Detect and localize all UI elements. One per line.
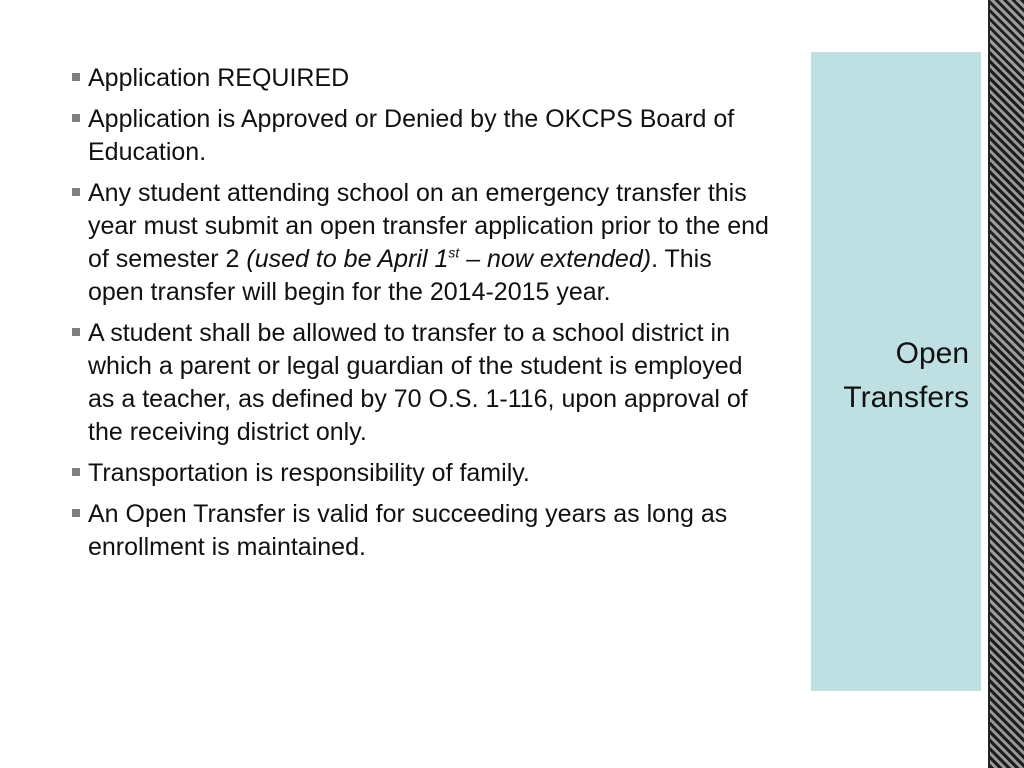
bullet-text-italic bbox=[246, 245, 651, 273]
square-bullet-icon bbox=[70, 103, 88, 136]
bullet-item bbox=[70, 177, 770, 309]
bullet-text-italic-b: – now extended) bbox=[459, 245, 652, 273]
slide-title bbox=[843, 332, 969, 420]
bullet-text: Application is Approved or Denied by the OKCPS Board of Education. bbox=[88, 105, 735, 166]
bullet-text: Transportation is responsibility of family. bbox=[88, 459, 530, 487]
bullet-text-italic-a: (used to be April 1 bbox=[246, 245, 449, 273]
square-bullet-icon bbox=[70, 177, 88, 210]
bullet-item bbox=[70, 62, 770, 95]
title-panel bbox=[811, 52, 981, 691]
square-bullet-icon bbox=[70, 457, 88, 490]
bullet-text bbox=[88, 177, 770, 309]
decorative-edge-pattern bbox=[990, 0, 1024, 768]
bullet-text: Application REQUIRED bbox=[88, 64, 350, 92]
slide-title-line2: Transfers bbox=[843, 381, 969, 414]
bullet-text: A student shall be allowed to transfer to a school district in which a parent or legal guardian of the student is employed as a teacher, as defined by 70 O.S. 1-116, upon approval of the receiving district only. bbox=[88, 319, 748, 446]
square-bullet-icon bbox=[70, 317, 88, 350]
bullet-text-post: . This open transfer will begin for the 2014-2015 year. bbox=[88, 245, 712, 306]
bullet-item bbox=[70, 317, 770, 449]
superscript: st bbox=[448, 244, 460, 261]
bullet-item bbox=[70, 103, 770, 169]
square-bullet-icon bbox=[70, 62, 88, 95]
bullet-item bbox=[70, 498, 770, 564]
square-bullet-icon bbox=[70, 498, 88, 531]
bullet-text-plain: Any student attending school on an emergency transfer this year must submit an open transfer application prior to the end of semester 2 bbox=[88, 179, 769, 273]
bullet-list bbox=[70, 62, 770, 572]
slide-title-line1: Open bbox=[895, 337, 969, 370]
bullet-item bbox=[70, 457, 770, 490]
bullet-text: An Open Transfer is valid for succeeding years as long as enrollment is maintained. bbox=[88, 500, 728, 561]
